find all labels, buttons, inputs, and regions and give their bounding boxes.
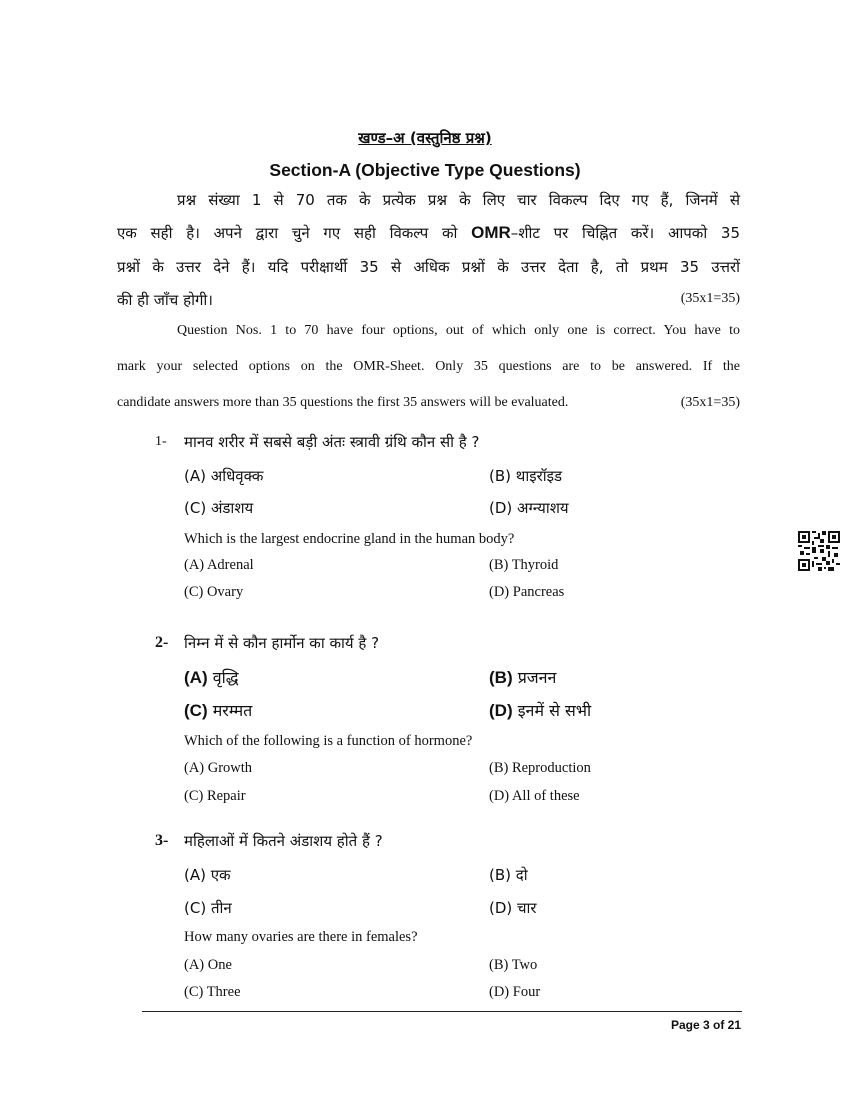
option-text: मरम्मत [212, 701, 253, 720]
question-text-english: Which is the largest endocrine gland in the human body? [184, 531, 515, 547]
option-a-english: (A) Growth [184, 760, 253, 776]
instruction-hindi-line2-tail: –शीट पर चिह्नित करें। आपको 35 [510, 224, 740, 242]
option-text: वृद्धि [212, 668, 239, 687]
question-number: 2- [155, 634, 169, 651]
option-a-hindi: (A) एक [184, 866, 231, 884]
option-a-english: (A) One [184, 957, 232, 973]
question-number: 1- [155, 434, 167, 449]
option-label: (D) [489, 701, 513, 720]
option-d-english: (D) Pancreas [489, 584, 565, 600]
option-c-english: (C) Three [184, 984, 241, 1000]
option-b-hindi [489, 666, 556, 688]
section-title-hindi: खण्ड–अ (वस्तुनिष्ठ प्रश्न) [358, 129, 492, 147]
option-label: (A) [184, 668, 208, 687]
instruction-hindi-line: प्रश्न संख्या 1 से 70 तक के प्रत्येक प्रश्न के लिए चार विकल्प दिए गए हैं, जिनमें से [177, 191, 740, 209]
instruction-hindi-line: प्रश्नों के उत्तर देने हैं। यदि परीक्षार्थी 35 से अधिक प्रश्नों के उत्तर देता है, तो प्रथम 35 उत्तरों [117, 258, 740, 276]
question-number: 3- [155, 832, 169, 849]
option-c-english: (C) Ovary [184, 584, 244, 600]
option-d-hindi [489, 699, 591, 721]
qr-code-icon [798, 531, 840, 571]
option-text: प्रजनन [517, 668, 557, 687]
option-a-english: (A) Adrenal [184, 557, 254, 573]
section-title-english: Section-A (Objective Type Questions) [269, 160, 581, 180]
question-text-hindi: महिलाओं में कितने अंडाशय होते हैं ? [184, 832, 383, 850]
instruction-english-line: mark your selected options on the OMR-Sheet. Only 35 questions are to be answered. If the [117, 359, 740, 374]
option-label: (C) [184, 701, 208, 720]
instruction-english-line: candidate answers more than 35 questions the first 35 answers will be evaluated. [117, 395, 569, 410]
option-d-hindi: (D) अग्न्याशय [489, 499, 569, 517]
option-a-hindi [184, 666, 239, 688]
page-number: Page 3 of 21 [670, 1018, 741, 1032]
instruction-hindi-line [117, 223, 740, 243]
instruction-hindi-line2-head: एक सही है। अपने द्वारा चुने गए सही विकल्प को [117, 224, 458, 242]
question-text-english: Which of the following is a function of hormone? [184, 733, 473, 749]
option-c-hindi [184, 699, 252, 721]
option-b-english: (B) Two [489, 957, 538, 973]
option-text: इनमें से सभी [517, 701, 592, 720]
question-text-hindi: निम्न में से कौन हार्मोन का कार्य है ? [184, 634, 380, 652]
question-text-hindi: मानव शरीर में सबसे बड़ी अंतः स्त्रावी ग्रंथि कौन सी है ? [184, 433, 480, 451]
omr-label: OMR [471, 223, 511, 242]
option-d-hindi: (D) चार [489, 899, 537, 917]
option-b-english: (B) Reproduction [489, 760, 591, 776]
option-a-hindi: (A) अधिवृक्क [184, 467, 264, 485]
option-b-english: (B) Thyroid [489, 557, 559, 573]
marks-hindi: (35x1=35) [680, 291, 740, 306]
option-d-english: (D) Four [489, 984, 541, 1000]
question-text-english: How many ovaries are there in females? [184, 929, 418, 945]
instruction-hindi-line: की ही जाँच होगी। [117, 291, 213, 309]
footer-divider [142, 1011, 742, 1012]
option-b-hindi: (B) थाइरॉइड [489, 467, 563, 485]
option-c-english: (C) Repair [184, 788, 246, 804]
option-d-english: (D) All of these [489, 788, 580, 804]
marks-english: (35x1=35) [680, 395, 740, 410]
option-b-hindi: (B) दो [489, 866, 528, 884]
instruction-english-line: Question Nos. 1 to 70 have four options, out of which only one is correct. You have to [177, 323, 740, 338]
option-c-hindi: (C) अंडाशय [184, 499, 254, 517]
option-label: (B) [489, 668, 513, 687]
option-c-hindi: (C) तीन [184, 899, 232, 917]
